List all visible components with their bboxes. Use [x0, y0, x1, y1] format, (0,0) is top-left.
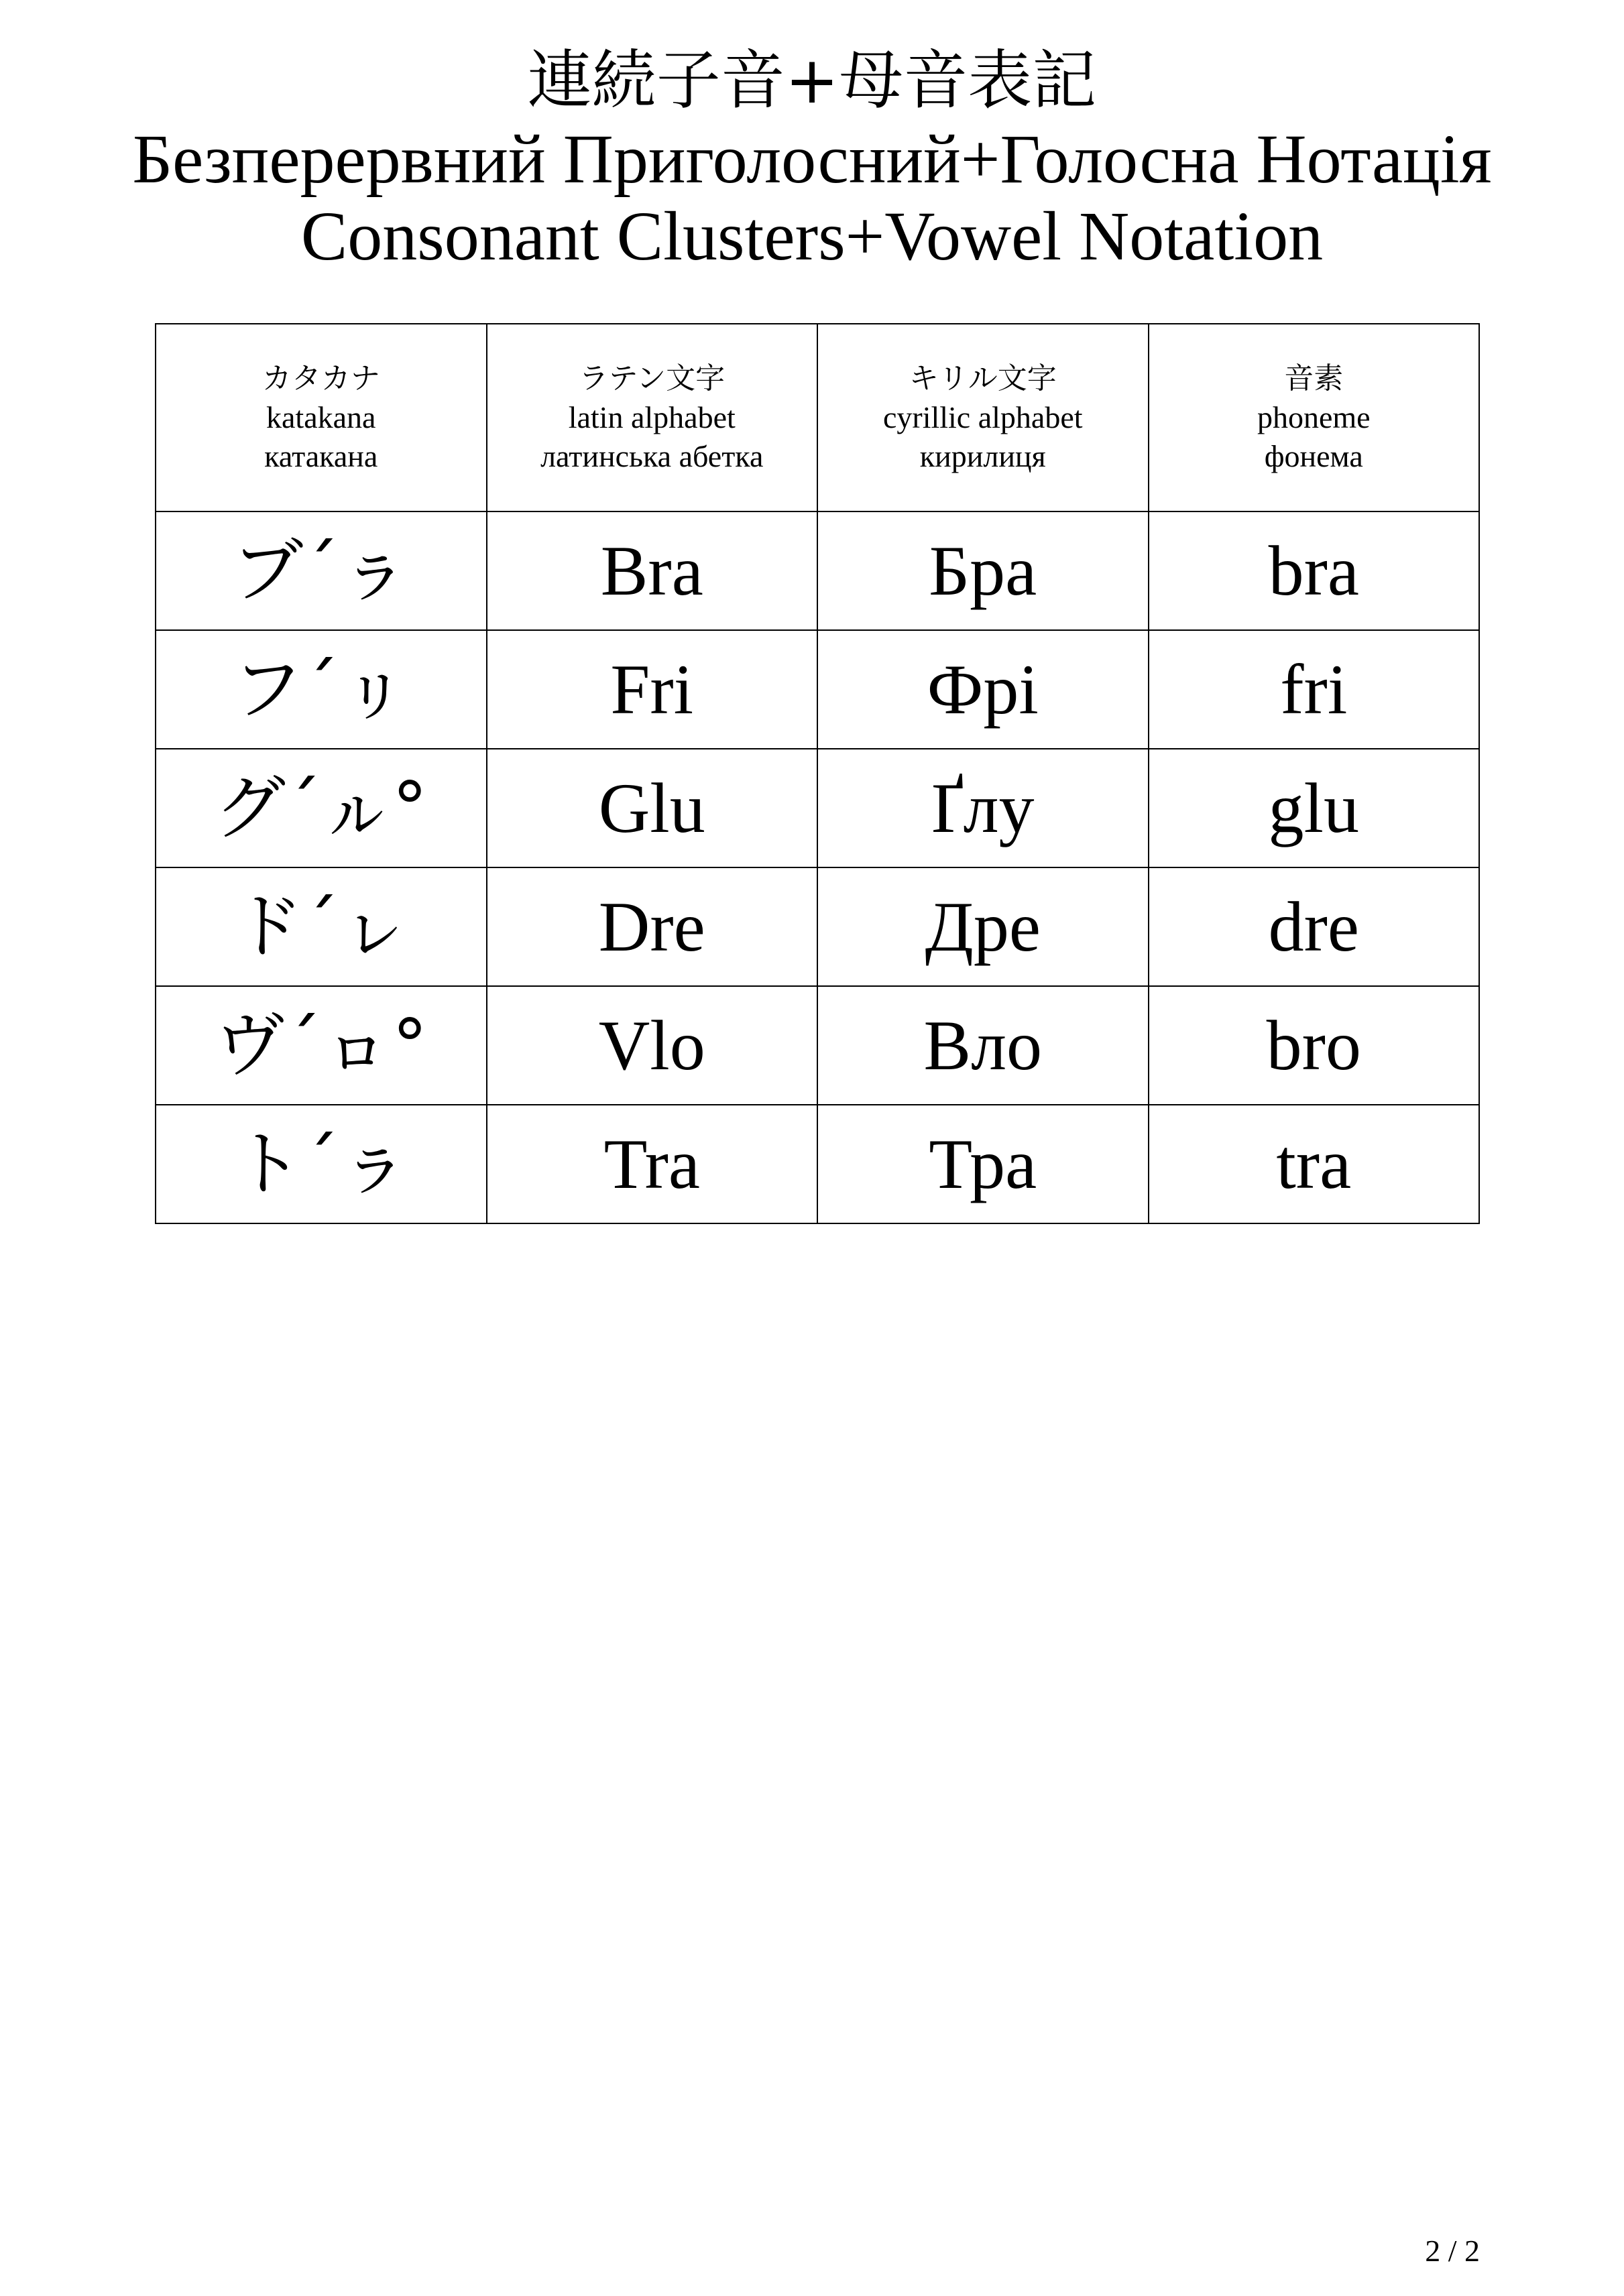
- cell-cyrillic: Бра: [817, 511, 1149, 630]
- cell-phoneme: tra: [1149, 1105, 1480, 1223]
- header-katakana: [156, 324, 487, 511]
- cell-phoneme: dre: [1149, 867, 1480, 986]
- page-title: [0, 40, 1624, 275]
- title-ukrainian: Безперервний Приголосний+Голосна Нотація: [132, 121, 1492, 198]
- header-phoneme-ja: 音素: [1284, 361, 1344, 396]
- title-japanese: 連続子音+母音表記: [527, 43, 1097, 118]
- header-phoneme-en: phoneme: [1257, 400, 1371, 434]
- header-katakana-uk: катакана: [264, 439, 378, 473]
- table-row: [156, 1105, 1479, 1223]
- cell-katakana: ヴ´ㇿ°: [156, 986, 487, 1105]
- header-latin-uk: латинська абетка: [540, 439, 764, 473]
- header-cyrillic-uk: кирилиця: [919, 439, 1046, 473]
- cell-latin: Glu: [487, 749, 818, 867]
- header-latin-en: latin alphabet: [568, 400, 736, 434]
- table-header-row: [156, 324, 1479, 511]
- cell-katakana: ト´ㇻ: [156, 1105, 487, 1223]
- cell-cyrillic: Тра: [817, 1105, 1149, 1223]
- title-english: Consonant Clusters+Vowel Notation: [300, 198, 1324, 275]
- cell-latin: Dre: [487, 867, 818, 986]
- page-number: 2 / 2: [1425, 2234, 1480, 2268]
- cell-cyrillic: Дре: [817, 867, 1149, 986]
- table-row: [156, 867, 1479, 986]
- cell-latin: Bra: [487, 511, 818, 630]
- header-phoneme-uk: фонема: [1264, 439, 1363, 473]
- table-row: [156, 749, 1479, 867]
- cell-katakana: ド´ㇾ: [156, 867, 487, 986]
- cell-katakana: フ´ㇼ: [156, 630, 487, 749]
- header-cyrillic: [817, 324, 1149, 511]
- notation-table: [155, 323, 1480, 1224]
- cell-katakana: グ´ㇽ°: [156, 749, 487, 867]
- header-katakana-en: katakana: [266, 400, 376, 434]
- cell-latin: Fri: [487, 630, 818, 749]
- table-row: [156, 630, 1479, 749]
- cell-latin: Vlo: [487, 986, 818, 1105]
- cell-cyrillic: Ґлу: [817, 749, 1149, 867]
- cell-cyrillic: Фрі: [817, 630, 1149, 749]
- header-phoneme: [1149, 324, 1480, 511]
- cell-phoneme: glu: [1149, 749, 1480, 867]
- header-latin-ja: ラテン文字: [579, 361, 726, 396]
- cell-phoneme: bra: [1149, 511, 1480, 630]
- cell-phoneme: fri: [1149, 630, 1480, 749]
- cell-phoneme: bro: [1149, 986, 1480, 1105]
- cell-latin: Tra: [487, 1105, 818, 1223]
- cell-katakana: ブ´ㇻ: [156, 511, 487, 630]
- table-row: [156, 986, 1479, 1105]
- header-latin: [487, 324, 818, 511]
- header-cyrillic-ja: キリル文字: [909, 361, 1057, 396]
- header-cyrillic-en: cyrillic alphabet: [882, 400, 1083, 434]
- table-row: [156, 511, 1479, 630]
- cell-cyrillic: Вло: [817, 986, 1149, 1105]
- header-katakana-ja: カタカナ: [262, 361, 380, 396]
